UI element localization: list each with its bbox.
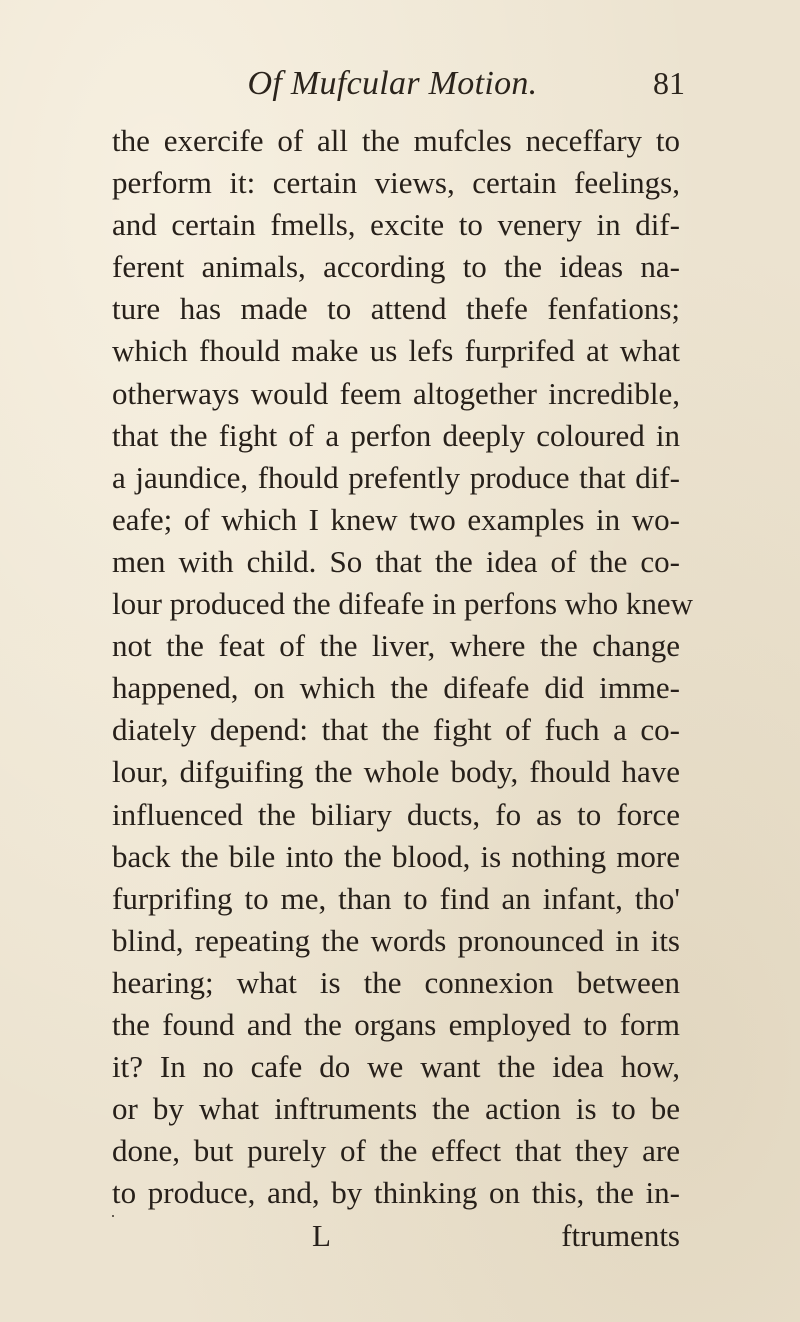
- text-line: influenced the biliary ducts, fo as to force: [112, 796, 680, 832]
- text-line: eafe; of which I knew two examples in wo-: [112, 501, 680, 537]
- text-line: a jaundice, fhould prefently produce that dif-: [112, 459, 680, 495]
- text-line: lour produced the difeafe in perfons who knew: [112, 586, 694, 622]
- page-number: 81: [653, 65, 685, 101]
- text-line: happened, on which the difeafe did imme-: [112, 670, 680, 706]
- text-line: not the feat of the liver, where the change: [112, 628, 680, 664]
- text-line: it? In no cafe do we want the idea how,: [112, 1049, 680, 1085]
- text-line: ferent animals, according to the ideas na-: [112, 249, 680, 285]
- page-header: [100, 55, 685, 111]
- text-line: and certain fmells, excite to venery in dif-: [112, 207, 680, 243]
- text-line: hearing; what is the connexion between: [112, 964, 680, 1000]
- text-line: men with child. So that the idea of the co-: [112, 543, 680, 579]
- text-line: blind, repeating the words pronounced in its: [112, 922, 680, 958]
- text-line: otherways would feem altogether incredible,: [112, 375, 680, 411]
- text-line: furprifing to me, than to find an infant, tho': [112, 880, 680, 916]
- text-line: to produce, and, by thinking on this, the in-: [112, 1175, 680, 1211]
- body-text: [112, 120, 694, 1214]
- text-line: perform it: certain views, certain feelings,: [112, 165, 680, 201]
- signature-mark: L: [312, 1218, 331, 1253]
- text-line: lour, difguifing the whole body, fhould have: [112, 754, 680, 790]
- text-line: which fhould make us lefs furprifed at what: [112, 333, 680, 369]
- page-footer: [112, 1215, 680, 1257]
- text-line: the exercife of all the mufcles neceffary to: [112, 123, 680, 158]
- text-line: diately depend: that the fight of fuch a co-: [112, 712, 680, 748]
- running-head: Of Mufcular Motion.: [247, 65, 538, 102]
- text-line: ture has made to attend thefe fenfations;: [112, 291, 680, 327]
- text-line: that the fight of a perfon deeply coloured in: [112, 417, 680, 453]
- text-line: or by what inftruments the action is to be: [112, 1091, 680, 1127]
- text-line: the found and the organs employed to form: [112, 1006, 680, 1042]
- text-line: done, but purely of the effect that they are: [112, 1133, 680, 1169]
- catchword: ftruments: [561, 1218, 680, 1253]
- text-line: back the bile into the blood, is nothing more: [112, 838, 680, 874]
- print-speck: [112, 1215, 114, 1217]
